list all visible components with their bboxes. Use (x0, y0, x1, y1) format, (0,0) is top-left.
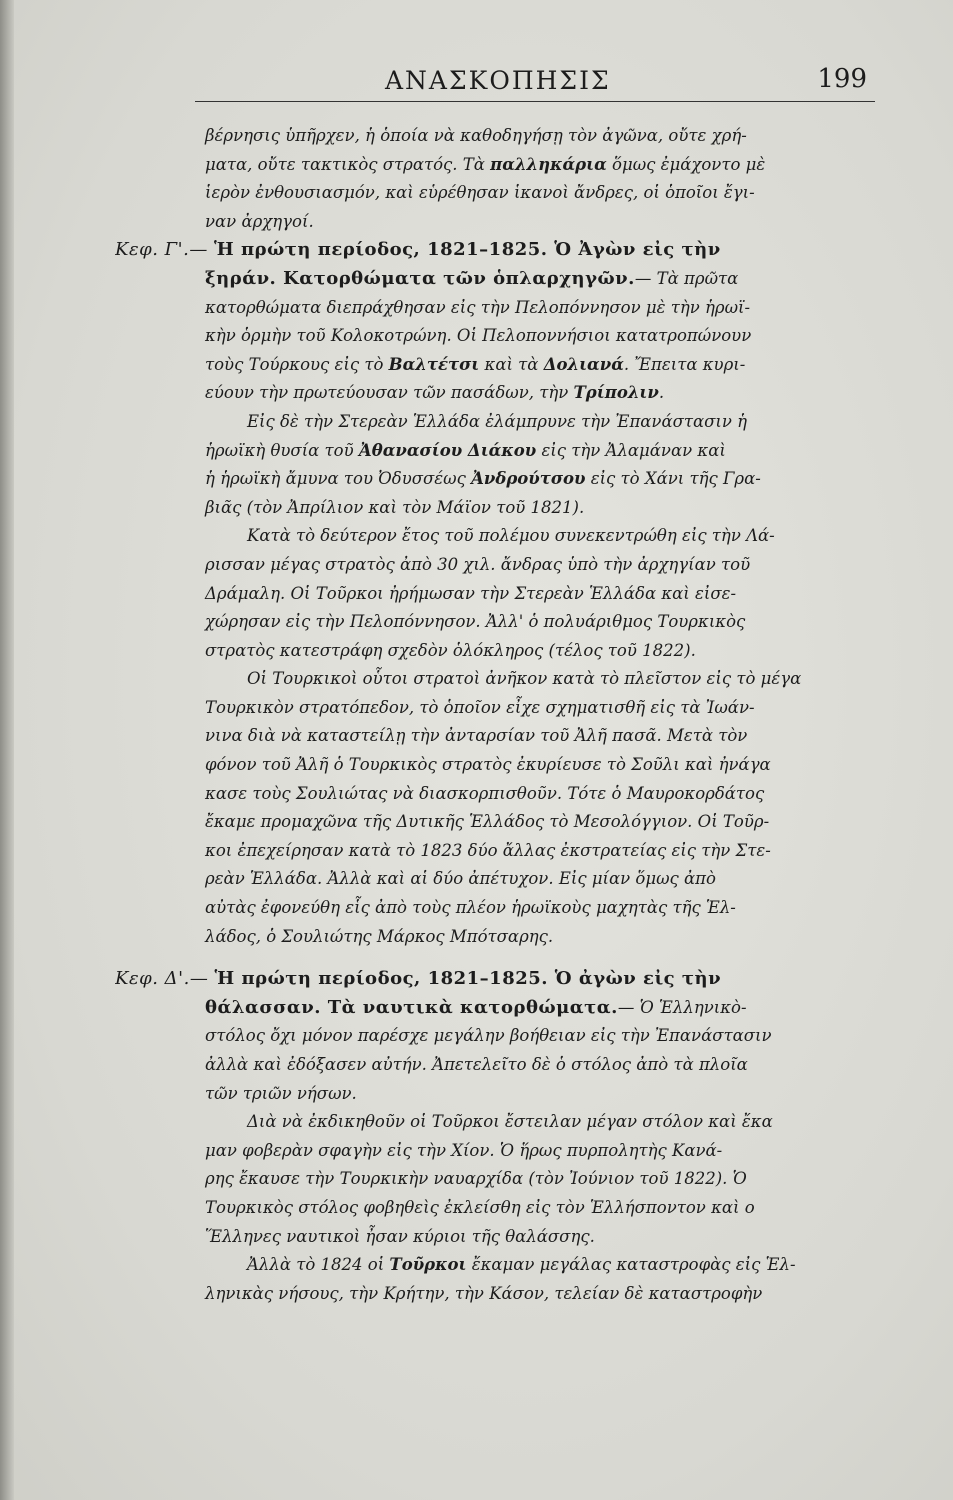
text-line: Διὰ νὰ ἐκδικηθοῦν οἱ Τοῦρκοι ἔστειλαν μέγαν στόλον καὶ ἔκα (247, 1112, 773, 1132)
text-span: ὅμως ἐμάχοντο μὲ (606, 154, 766, 174)
text-line: Οἱ Τουρκικοὶ οὗτοι στρατοὶ ἀνῆκον κατὰ τὸ πλεῖστον εἰς τὸ μέγα (247, 669, 802, 689)
text-span: εἰς τὸ Χάνι τῆς Γρα- (585, 469, 761, 489)
text-line: ληνικὰς νήσους, τὴν Κρήτην, τὴν Κάσον, τελείαν δὲ καταστροφὴν (205, 1283, 763, 1303)
text-line: ἔκαμε προμαχῶνα τῆς Δυτικῆς Ἑλλάδος τὸ Μεσολόγγιον. Οἱ Τοῦρ- (205, 812, 770, 832)
text-line: ἱερὸν ἐνθουσιασμόν, καὶ εὑρέθησαν ἱκανοὶ ἄνδρες, οἱ ὁποῖοι ἔγι- (205, 183, 755, 203)
text-line: φόνον τοῦ Ἀλῆ ὁ Τουρκικὸς στρατὸς ἐκυρίευσε τὸ Σοῦλι καὶ ἠνάγα (205, 755, 771, 775)
text-line: τῶν τριῶν νήσων. (205, 1083, 357, 1103)
body-text (115, 122, 880, 1308)
text-line (185, 465, 880, 494)
text-span: — Τὰ πρῶτα (634, 268, 739, 288)
bold-term: Ἀθανασίου Διάκου (358, 440, 537, 460)
text-span: Ἀλλὰ τὸ 1824 οἱ (247, 1255, 390, 1275)
running-title: ΑΝΑΣΚΟΠΗΣΙΣ (385, 66, 611, 95)
bold-term: Δολιανά (543, 354, 624, 374)
bold-term: Ἀνδρούτσου (471, 469, 586, 489)
text-line: Δράμαλη. Οἱ Τοῦρκοι ἠρήμωσαν τὴν Στερεὰν Ἑλλάδα καὶ εἰσε- (205, 583, 737, 603)
text-line: χώρησαν εἰς τὴν Πελοπόννησον. Ἀλλ' ὁ πολυάριθμος Τουρκικὸς (205, 612, 746, 632)
chapter-subtitle: θάλασσαν. Τὰ ναυτικὰ κατορθώματα. (205, 996, 618, 1018)
text-line: βιᾶς (τὸν Ἀπρίλιον καὶ τὸν Μάϊον τοῦ 1821). (205, 497, 585, 517)
text-line: κὴν ὁρμὴν τοῦ Κολοκοτρώνη. Οἱ Πελοποννήσιοι κατατροπώνουν (205, 326, 752, 346)
text-span: — Ὁ Ἑλληνικὸ- (617, 997, 747, 1017)
chapter-subtitle: ξηράν. Κατορθώματα τῶν ὁπλαρχηγῶν. (205, 267, 635, 289)
text-span: ματα, οὔτε τακτικὸς στρατός. Τὰ (205, 154, 491, 174)
text-line: κασε τοὺς Σουλιώτας νὰ διασκορπισθοῦν. Τότε ὁ Μαυροκορδάτος (205, 783, 765, 803)
chapter-heading-d (115, 965, 880, 994)
text-line: ρεὰν Ἑλλάδα. Ἀλλὰ καὶ αἱ δύο ἀπέτυχον. Εἰς μίαν ὅμως ἀπὸ (205, 869, 716, 889)
text-span: ἔκαμαν μεγάλας καταστροφὰς εἰς Ἑλ- (466, 1255, 796, 1275)
text-line: Εἰς δὲ τὴν Στερεὰν Ἑλλάδα ἐλάμπρυνε τὴν Ἐπανάστασιν ἡ (247, 411, 748, 431)
text-line: κατορθώματα διεπράχθησαν εἰς τὴν Πελοπόννησον μὲ τὴν ἡρωϊ- (205, 297, 751, 317)
text-span: ἡ ἡρωϊκὴ ἄμυνα του Ὀδυσσέως (205, 469, 472, 489)
chapter-heading-g (115, 236, 880, 265)
bold-term: Τοῦρκοι (389, 1255, 467, 1275)
text-line: Κατὰ τὸ δεύτερον ἔτος τοῦ πολέμου συνεκεντρώθη εἰς τὴν Λά- (247, 526, 775, 546)
header-rule (195, 101, 875, 102)
bold-term: παλληκάρια (490, 154, 607, 174)
text-line (185, 379, 880, 408)
text-span: . Ἔπειτα κυρι- (623, 354, 746, 374)
text-line: Τουρκικὸς στόλος φοβηθεὶς ἐκλείσθη εἰς τὸν Ἑλλήσποντον καὶ ο (205, 1197, 755, 1217)
chapter-title: Ἡ πρώτη περίοδος, 1821–1825. Ὁ Ἀγὼν εἰς τὴν (214, 239, 721, 261)
chapter-label: Κεφ. Δ'.— (115, 968, 215, 990)
text-line (185, 437, 880, 466)
book-spine-shadow (0, 0, 14, 1500)
text-line: λάδος, ὁ Σουλιώτης Μάρκος Μπότσαρης. (205, 926, 554, 946)
text-line: ναν ἀρχηγοί. (205, 211, 314, 231)
bold-term: Τρίπολιν (573, 383, 659, 403)
text-line: στρατὸς κατεστράφη σχεδὸν ὁλόκληρος (τέλος τοῦ 1822). (205, 640, 696, 660)
text-span: καὶ τὰ (479, 354, 544, 374)
chapter-title: Ἡ πρώτη περίοδος, 1821–1825. Ὁ ἀγὼν εἰς τὴν (214, 968, 722, 990)
text-span: . (658, 383, 665, 403)
page-number: 199 (817, 64, 867, 94)
bold-term: Βαλτέτσι (388, 354, 480, 374)
text-line: αὐτὰς ἐφονεύθη εἷς ἀπὸ τοὺς πλέον ἡρωϊκοὺς μαχητὰς τῆς Ἑλ- (205, 898, 736, 918)
spacer (185, 951, 880, 965)
text-line: κοι ἐπεχείρησαν κατὰ τὸ 1823 δύο ἄλλας ἐκστρατείας εἰς τὴν Στε- (205, 840, 771, 860)
text-line: Τουρκικὸν στρατόπεδον, τὸ ὁποῖον εἶχε σχηματισθῆ εἰς τὰ Ἰωάν- (205, 697, 755, 717)
text-line: ρισσαν μέγας στρατὸς ἀπὸ 30 χιλ. ἄνδρας ὑπὸ τὴν ἀρχηγίαν τοῦ (205, 554, 751, 574)
text-line (185, 151, 880, 180)
text-span: ἡρωϊκὴ θυσία τοῦ (205, 440, 359, 460)
text-span: εύουν τὴν πρωτεύουσαν τῶν πασάδων, τὴν (205, 383, 574, 403)
text-line: μαν φοβερὰν σφαγὴν εἰς τὴν Χίον. Ὁ ἥρως πυρπολητὴς Κανά- (205, 1140, 723, 1160)
text-line: ἀλλὰ καὶ ἐδόξασεν αὐτήν. Ἀπετελεῖτο δὲ ὁ στόλος ἀπὸ τὰ πλοῖα (205, 1055, 748, 1074)
text-line: στόλος ὄχι μόνον παρέσχε μεγάλην βοήθειαν εἰς τὴν Ἐπανάστασιν (205, 1026, 772, 1046)
text-line: ρης ἔκαυσε τὴν Τουρκικὴν ναυαρχίδα (τὸν Ἰούνιον τοῦ 1822). Ὁ (205, 1169, 747, 1189)
chapter-label: Κεφ. Γ'.— (115, 239, 215, 261)
text-line (185, 1251, 880, 1280)
text-line: βέρνησις ὑπῆρχεν, ἡ ὁποία νὰ καθοδηγήσῃ τὸν ἀγῶνα, οὔτε χρή- (205, 126, 747, 145)
text-span: εἰς τὴν Ἀλαμάναν καὶ (536, 440, 726, 460)
text-line (185, 994, 880, 1023)
text-span: τοὺς Τούρκους εἰς τὸ (205, 354, 389, 374)
text-line (185, 351, 880, 380)
text-line: νινα διὰ νὰ καταστείλῃ τὴν ἀνταρσίαν τοῦ Ἀλῆ πασᾶ. Μετὰ τὸν (205, 726, 748, 746)
text-line: Ἕλληνες ναυτικοὶ ἦσαν κύριοι τῆς θαλάσσης. (205, 1226, 595, 1246)
page-header (195, 62, 875, 102)
text-line (185, 265, 880, 294)
